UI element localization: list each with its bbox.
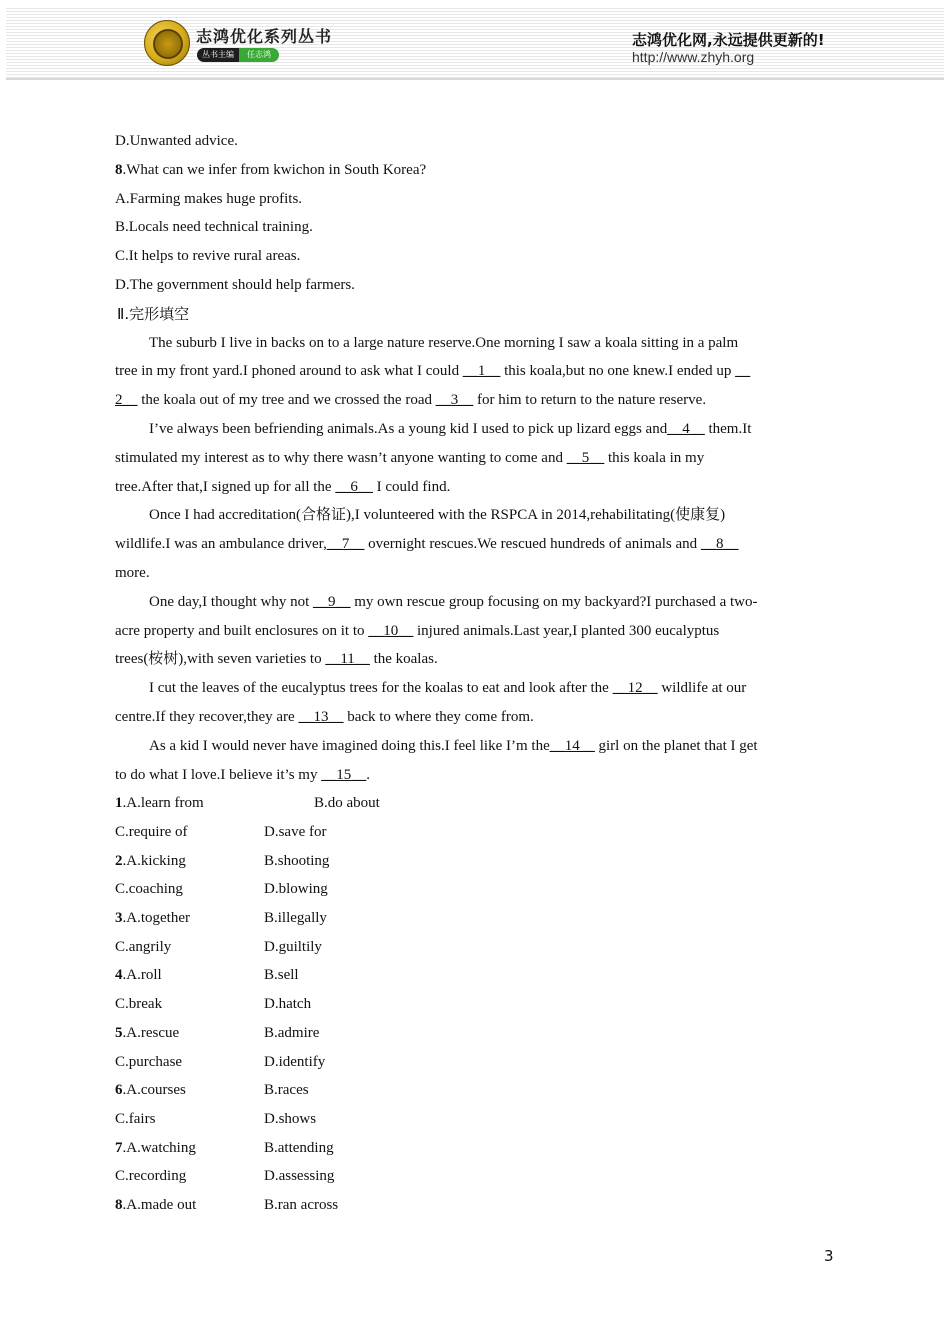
choice-option-b: B.admire [264, 1024, 320, 1041]
editor-badge [197, 48, 279, 62]
passage-text: my own rescue group focusing on my backyard?I purchased a two- [350, 593, 758, 610]
passage-text: I cut the leaves of the eucalyptus trees for the koalas to eat and look after the [149, 680, 613, 697]
passage-text: overnight rescues.We rescued hundreds of animals and [364, 536, 701, 553]
choice-row [115, 961, 835, 990]
choice-option-c: C.angrily [115, 938, 172, 955]
blank-14: __14__ [549, 737, 595, 754]
choice-text: .A.rescue [122, 1024, 180, 1041]
blank-7: __7__ [326, 536, 365, 553]
choice-option-c: C.break [115, 996, 163, 1013]
passage-text: tree in my front yard.I phoned around to ask what I could [115, 363, 463, 380]
blank-3: __3__ [435, 392, 474, 409]
choice-row [115, 1019, 835, 1048]
blank-13: __13__ [298, 708, 344, 725]
page-number: 3 [824, 1247, 834, 1265]
choice-number: 8 [115, 1196, 123, 1213]
series-logo-icon [144, 20, 190, 66]
q8-number: 8 [115, 161, 123, 178]
choice-number: 5 [115, 1024, 123, 1041]
passage-text: the koala out of my tree and we crossed the road [137, 392, 436, 409]
choice-text: .A.watching [122, 1139, 196, 1156]
passage-text: this koala in my [604, 449, 705, 466]
choice-option-a [115, 1019, 179, 1048]
passage-text: wildlife at our [657, 680, 747, 697]
choice-row [115, 1048, 835, 1077]
choice-option-b: B.sell [264, 967, 299, 984]
passage-text: back to where they come from. [343, 708, 534, 725]
passage-text: the koalas. [369, 651, 438, 668]
choice-row [115, 818, 835, 847]
choice-option-b: B.shooting [264, 852, 330, 869]
passage-line [115, 588, 835, 617]
choice-row [115, 904, 835, 933]
q8-option-d: D.The government should help farmers. [115, 276, 355, 293]
passage-text: As a kid I would never have imagined doing this.I feel like I’m the [149, 737, 550, 754]
choice-row [115, 789, 835, 818]
passage-line [115, 386, 835, 415]
blank-8: __8__ [700, 536, 739, 553]
passage-line [115, 703, 835, 732]
document-body [115, 127, 835, 1220]
choice-option-a [115, 1191, 196, 1220]
choice-row [115, 990, 835, 1019]
passage-text: this koala,but no one knew.I ended up [500, 363, 736, 380]
passage-line [115, 617, 835, 646]
choice-option-b: B.attending [264, 1139, 334, 1156]
blank-10: __10__ [368, 622, 414, 639]
choice-option-c: C.purchase [115, 1053, 183, 1070]
editor-name: 任志鸿 [239, 48, 279, 62]
passage-line: Once I had accreditation(合格证),I volunteered with the RSPCA in 2014,rehabilitating(使康复) [149, 507, 726, 524]
choice-option-a [115, 1076, 186, 1105]
blank-9: __9__ [313, 593, 351, 610]
choice-option-c: C.coaching [115, 881, 183, 898]
blank-2-end: 2__ [115, 392, 138, 409]
choice-number: 1 [115, 795, 123, 812]
q8-stem [115, 156, 835, 185]
blank-11: __11__ [325, 651, 370, 668]
choice-text: .A.made out [122, 1196, 197, 1213]
choice-option-c: C.fairs [115, 1110, 156, 1127]
choice-number: 2 [115, 852, 123, 869]
choice-text: .A.together [122, 910, 190, 927]
choice-option-a [115, 961, 162, 990]
choice-option-b: B.illegally [264, 910, 327, 927]
passage-text: girl on the planet that I get [594, 737, 758, 754]
choice-option-c: C.recording [115, 1168, 187, 1185]
blank-6: __6__ [335, 478, 373, 495]
choice-option-b: B.ran across [264, 1196, 339, 1213]
passage-line [115, 444, 835, 473]
choice-number: 3 [115, 910, 123, 927]
q8-option-c: C.It helps to revive rural areas. [115, 248, 301, 265]
choice-option-d: D.assessing [264, 1168, 335, 1185]
passage-text: injured animals.Last year,I planted 300 eucalyptus [413, 622, 720, 639]
blank-1: __1__ [462, 363, 501, 380]
series-title: 志鸿优化系列丛书 [196, 27, 333, 46]
header-divider [6, 78, 944, 80]
choice-text: .A.learn from [122, 795, 204, 812]
choice-text: .A.courses [122, 1082, 186, 1099]
choice-row [115, 933, 835, 962]
passage-text: acre property and built enclosures on it to [115, 622, 369, 639]
blank-15: __15__ [321, 766, 367, 783]
choice-row [115, 875, 835, 904]
choice-option-d: D.hatch [264, 996, 312, 1013]
choice-option-d: D.shows [264, 1110, 317, 1127]
choice-option-d: D.save for [264, 824, 327, 841]
passage-text: stimulated my interest as to why there wasn’t anyone wanting to come and [115, 449, 567, 466]
passage-text: One day,I thought why not [149, 593, 314, 610]
passage-text: trees(桉树),with seven varieties to [115, 651, 326, 668]
choice-number: 7 [115, 1139, 123, 1156]
choice-number: 4 [115, 967, 123, 984]
blank-2-start: __ [735, 363, 751, 380]
passage-line [115, 732, 835, 761]
passage-text: them.It [704, 420, 752, 437]
section-title: Ⅱ.完形填空 [117, 304, 190, 323]
blank-5: __5__ [566, 449, 605, 466]
passage-text: to do what I love.I believe it’s my [115, 766, 322, 783]
choice-row [115, 1191, 835, 1220]
passage-line [115, 357, 835, 386]
passage-line [115, 674, 835, 703]
choice-option-b: B.do about [314, 795, 380, 812]
passage-line: more. [115, 564, 150, 581]
q7-option-d: D.Unwanted advice. [115, 133, 238, 149]
passage-line: The suburb I live in backs on to a large nature reserve.One morning I saw a koala sitting in a palm [149, 334, 739, 351]
choice-row [115, 1162, 835, 1191]
passage-text: I could find. [372, 478, 451, 495]
passage-text: wildlife.I was an ambulance driver, [115, 536, 327, 553]
choice-option-a [115, 904, 190, 933]
q8-stem-text: .What can we infer from kwichon in South Korea? [122, 161, 427, 178]
passage-text: centre.If they recover,they are [115, 708, 299, 725]
q8-option-a: A.Farming makes huge profits. [115, 190, 303, 207]
site-slogan: 志鸿优化网,永远提供更新的! [632, 31, 825, 49]
choice-row [115, 847, 835, 876]
editor-label: 丛书主编 [197, 48, 239, 62]
passage-text: tree.After that,I signed up for all the [115, 478, 336, 495]
passage-text: . [366, 766, 370, 783]
choice-option-d: D.identify [264, 1053, 326, 1070]
choice-row [115, 1105, 835, 1134]
choice-text: .A.roll [122, 967, 162, 984]
choice-option-a [115, 789, 204, 818]
passage-line [115, 415, 835, 444]
choice-option-c: C.require of [115, 824, 188, 841]
choice-text: .A.kicking [122, 852, 186, 869]
choice-option-d: D.blowing [264, 881, 328, 898]
passage-line [115, 473, 835, 502]
passage-line [115, 530, 835, 559]
choice-option-b: B.races [264, 1082, 309, 1099]
passage-line [115, 761, 835, 790]
choice-option-d: D.guiltily [264, 938, 322, 955]
choice-option-a [115, 1134, 196, 1163]
passage-text: for him to return to the nature reserve. [473, 392, 707, 409]
choice-row [115, 1134, 835, 1163]
passage-line [115, 645, 835, 674]
passage-text: I’ve always been befriending animals.As a young kid I used to pick up lizard eggs and [149, 420, 668, 437]
blank-12: __12__ [612, 680, 658, 697]
choice-option-a [115, 847, 186, 876]
blank-4: __4__ [667, 420, 705, 437]
site-url: http://www.zhyh.org [632, 49, 755, 65]
q8-option-b: B.Locals need technical training. [115, 219, 313, 236]
choice-number: 6 [115, 1082, 123, 1099]
choice-row [115, 1076, 835, 1105]
